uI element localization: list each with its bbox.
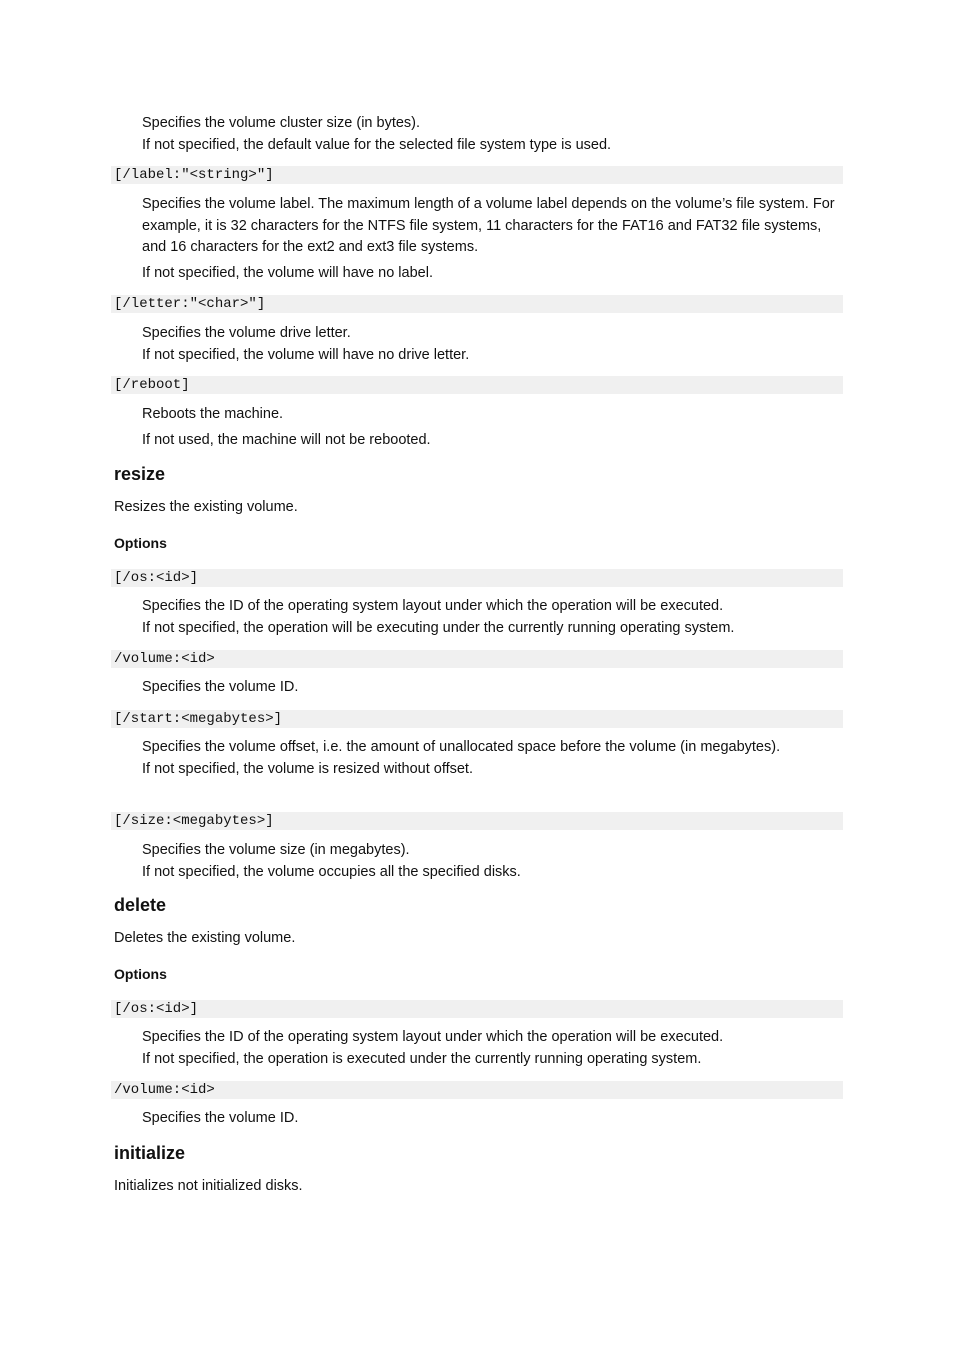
delete-os-option-code: [/os:<id>] — [111, 1000, 843, 1018]
resize-size-option-code: [/size:<megabytes>] — [111, 812, 843, 830]
resize-os-default-text: If not specified, the operation will be executing under the currently running operating system. — [142, 619, 735, 636]
letter-description — [142, 323, 842, 366]
reboot-option-code: [/reboot] — [111, 376, 843, 394]
delete-options-heading: Options — [114, 966, 167, 982]
cluster-desc-text: Specifies the volume cluster size (in bytes). — [142, 115, 421, 131]
resize-start-description — [142, 737, 842, 780]
delete-volume-option-code: /volume:<id> — [111, 1081, 843, 1099]
delete-os-description — [142, 1027, 842, 1070]
label-description — [142, 194, 842, 284]
cluster-default-text: If not specified, the default value for the selected file system type is used. — [142, 136, 612, 153]
initialize-description: Initializes not initialized disks. — [114, 1178, 303, 1194]
letter-default-text: If not specified, the volume will have no drive letter. — [142, 346, 470, 363]
resize-os-desc-text: Specifies the ID of the operating system layout under which the operation will be executed. — [142, 598, 724, 614]
label-default-text: If not specified, the volume will have no label. — [142, 264, 433, 281]
resize-volume-option-code: /volume:<id> — [111, 650, 843, 668]
resize-description: Resizes the existing volume. — [114, 499, 298, 515]
resize-os-option-code: [/os:<id>] — [111, 569, 843, 587]
delete-volume-description — [142, 1108, 842, 1130]
reboot-description — [142, 404, 842, 451]
resize-size-description — [142, 840, 842, 883]
cluster-description — [142, 113, 842, 156]
delete-description: Deletes the existing volume. — [114, 930, 296, 946]
label-desc-text: Specifies the volume label. The maximum length of a volume label depends on the volume’s file system. For example, it is 32 characters for the NTFS file system, 11 characters for the FAT16 and FAT32 file systems, and 16 characters for the ext2 and ext3 file systems. — [142, 196, 835, 255]
delete-os-default-text: If not specified, the operation is executed under the currently running operating system. — [142, 1050, 702, 1067]
resize-os-description — [142, 596, 842, 639]
resize-start-default-text: If not specified, the volume is resized without offset. — [142, 760, 473, 777]
resize-volume-desc-text: Specifies the volume ID. — [142, 679, 299, 695]
resize-options-heading: Options — [114, 535, 167, 551]
label-option-code: [/label:"<string>"] — [111, 166, 843, 184]
reboot-default-text: If not used, the machine will not be rebooted. — [142, 431, 431, 448]
initialize-heading: initialize — [114, 1143, 186, 1163]
resize-start-desc-text: Specifies the volume offset, i.e. the amount of unallocated space before the volume (in megabytes). — [142, 739, 781, 755]
letter-option-code: [/letter:"<char>"] — [111, 295, 843, 313]
resize-size-desc-text: Specifies the volume size (in megabytes). — [142, 842, 410, 858]
delete-volume-desc-text: Specifies the volume ID. — [142, 1110, 299, 1126]
resize-size-default-text: If not specified, the volume occupies all the specified disks. — [142, 863, 521, 880]
reboot-desc-text: Reboots the machine. — [142, 406, 284, 422]
resize-start-option-code: [/start:<megabytes>] — [111, 710, 843, 728]
delete-heading: delete — [114, 895, 167, 915]
resize-volume-description — [142, 677, 842, 699]
letter-desc-text: Specifies the volume drive letter. — [142, 325, 351, 341]
delete-os-desc-text: Specifies the ID of the operating system layout under which the operation will be executed. — [142, 1029, 724, 1045]
resize-heading: resize — [114, 464, 166, 484]
